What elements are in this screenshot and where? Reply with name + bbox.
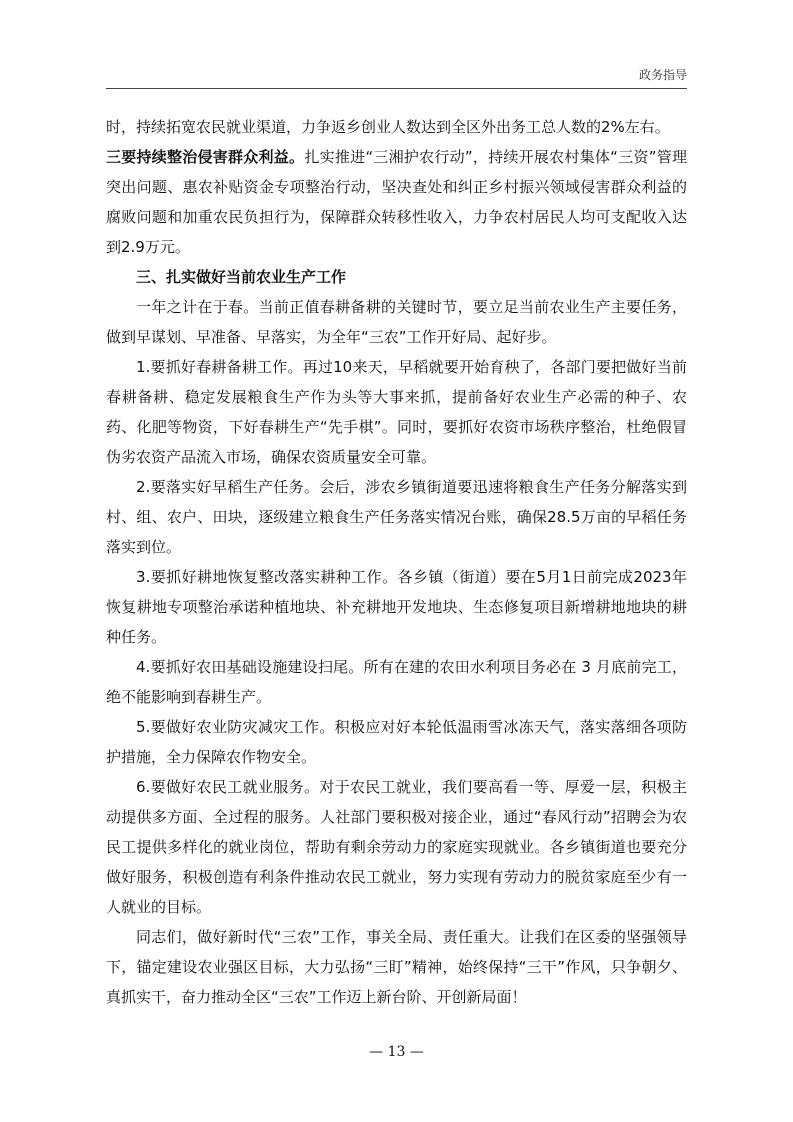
paragraph-text: 时，持续拓宽农民就业渠道，力争返乡创业人数达到全区外出务工总人数的2%左右。	[106, 118, 670, 136]
paragraph-lead: 3.要抓好耕地恢复整改落实耕种工作。	[136, 568, 398, 586]
paragraph-item-2	[106, 472, 687, 562]
paragraph-intro	[106, 292, 687, 352]
paragraph-lead: 三要持续整治侵害群众利益。	[106, 148, 305, 166]
paragraph-lead: 5.要做好农业防灾减灾工作。	[136, 718, 335, 736]
section-heading	[106, 262, 687, 292]
paragraph-lead: 1.要抓好春耕备耕工作。	[136, 358, 303, 376]
paragraph-item-3	[106, 562, 687, 652]
paragraph-item-6	[106, 772, 687, 922]
header-title: 政务指导	[638, 68, 687, 82]
paragraph-text: 会后，涉农乡镇街道要迅速将粮食生产任务分解落实到村、组、农户、田块，逐级建立粮食生产任务落实情况台账，确保28.5万亩的早稻任务落实到位。	[106, 478, 687, 556]
section-heading-text: 三、扎实做好当前农业生产工作	[136, 268, 347, 286]
paragraph-continuation	[106, 112, 687, 142]
paragraph-item-5	[106, 712, 687, 772]
paragraph-protect-interests	[106, 142, 687, 262]
paragraph-item-1	[106, 352, 687, 472]
paragraph-text: 扎实推进“三湘护农行动”，持续开展农村集体“三资”管理突出问题、惠农补贴资金专项整治行动，坚决查处和纠正乡村振兴领域侵害群众利益的腐败问题和加重农民负担行为，保障群众转移性收入，力争农村居民人均可支配收入达到2.9万元。	[106, 148, 687, 256]
paragraph-text: 同志们，做好新时代“三农”工作，事关全局、责任重大。让我们在区委的坚强领导下，锚定建设农业强区目标，大力弘扬“三盯”精神，始终保持“三干”作风，只争朝夕、真抓实干，奋力推动全区“三农”工作迈上新台阶、开创新局面！	[106, 928, 687, 1006]
paragraph-text: 一年之计在于春。当前正值春耕备耕的关键时节，要立足当前农业生产主要任务，做到早谋划、早准备、早落实，为全年“三农”工作开好局、起好步。	[106, 298, 687, 346]
paragraph-text: 积极应对好本轮低温雨雪冰冻天气，落实落细各项防护措施，全力保障农作物安全。	[106, 718, 687, 766]
page-number: — 13 —	[369, 1044, 424, 1060]
paragraph-text: 对于农民工就业，我们要高看一等、厚爱一层，积极主动提供多方面、全过程的服务。人社部门要积极对接企业，通过“春风行动”招聘会为农民工提供多样化的就业岗位，帮助有剩余劳动力的家庭实现就业。各乡镇街道也要充分做好服务，积极创造有利条件推动农民工就业，努力实现有劳动力的脱贫家庭至少有一人就业的目标。	[106, 778, 687, 916]
paragraph-item-4	[106, 652, 687, 712]
paragraph-lead: 2.要落实好早稻生产任务。	[136, 478, 320, 496]
paragraph-text: 所有在建的农田水利项目务必在 3 月底前完工，绝不能影响到春耕生产。	[106, 658, 687, 706]
paragraph-lead: 4.要抓好农田基础设施建设扫尾。	[136, 658, 364, 676]
document-body	[106, 112, 687, 1012]
header-divider	[106, 88, 687, 89]
paragraph-text: 再过10来天，早稻就要开始育秧了，各部门要把做好当前春耕备耕、稳定发展粮食生产作为头等大事来抓，提前备好农业生产必需的种子、农药、化肥等物资，下好春耕生产“先手棋”。同时，要抓好农资市场秩序整治，杜绝假冒伪劣农资产品流入市场，确保农资质量安全可靠。	[106, 358, 687, 466]
paragraph-text: 各乡镇（街道）要在5月1日前完成2023年恢复耕地专项整治承诺种植地块、补充耕地开发地块、生态修复项目新增耕地地块的耕种任务。	[106, 568, 687, 646]
paragraph-lead: 6.要做好农民工就业服务。	[136, 778, 320, 796]
paragraph-closing	[106, 922, 687, 1012]
